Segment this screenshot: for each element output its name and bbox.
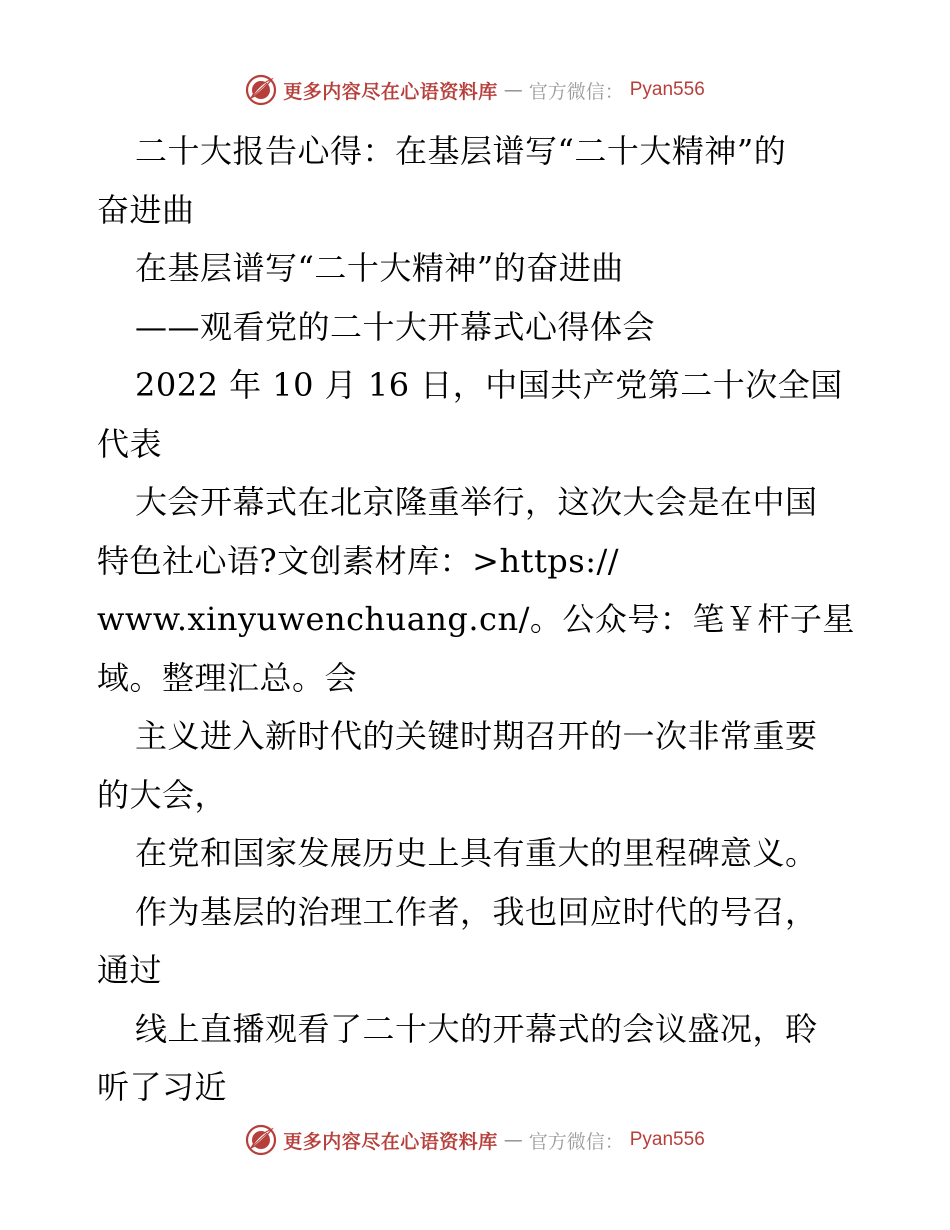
header-brand <box>245 74 705 106</box>
doc-line: 代表 <box>97 424 163 463</box>
doc-line-date: 2022 年 10 月 16 日，中国共产党第二十次全国 <box>135 366 843 404</box>
header-dash: — <box>503 79 523 101</box>
doc-line: 大会开幕式在北京隆重举行，这次大会是在中国 <box>135 483 818 521</box>
page-header <box>0 70 950 110</box>
doc-line: 的大会， <box>97 775 228 814</box>
doc-line: 通过 <box>97 951 163 989</box>
footer-brand <box>245 1124 705 1156</box>
feather-quill-icon <box>245 1124 277 1156</box>
doc-line: 域。整理汇总。会 <box>97 658 358 697</box>
header-wechat-id: Pyan556 <box>629 79 705 100</box>
doc-line-title: 二十大报告心得：在基层谱写“二十大精神”的 <box>135 132 787 170</box>
document-body <box>97 122 857 1117</box>
doc-line: 在党和国家发展历史上具有重大的里程碑意义。 <box>135 834 818 872</box>
doc-line: 主义进入新时代的关键时期召开的一次非常重要 <box>135 717 818 755</box>
doc-line: 特色社心语?文创素材库：>https:// <box>97 541 620 580</box>
header-wechat-label: 官方微信： <box>528 80 624 103</box>
doc-line: 线上直播观看了二十大的开幕式的会议盛况，聆 <box>135 1009 818 1048</box>
page-footer <box>0 1120 950 1160</box>
header-site-name: 更多内容尽在心语资料库 <box>283 80 498 103</box>
footer-site-name: 更多内容尽在心语资料库 <box>283 1130 498 1153</box>
doc-line-title-cont: 奋进曲 <box>97 190 195 229</box>
doc-line: 作为基层的治理工作者，我也回应时代的号召， <box>135 892 818 931</box>
doc-line: 听了习近 <box>97 1068 228 1106</box>
footer-dash: — <box>503 1129 523 1151</box>
doc-line-subheading: ——观看党的二十大开幕式心得体会 <box>135 307 656 346</box>
doc-line-subtitle: 在基层谱写“二十大精神”的奋进曲 <box>135 249 624 287</box>
footer-wechat-label: 官方微信： <box>528 1130 624 1153</box>
feather-quill-icon <box>245 74 277 106</box>
footer-wechat-id: Pyan556 <box>629 1129 705 1150</box>
doc-line-url: www.xinyuwenchuang.cn/。公众号：笔￥杆子星 <box>97 600 855 638</box>
